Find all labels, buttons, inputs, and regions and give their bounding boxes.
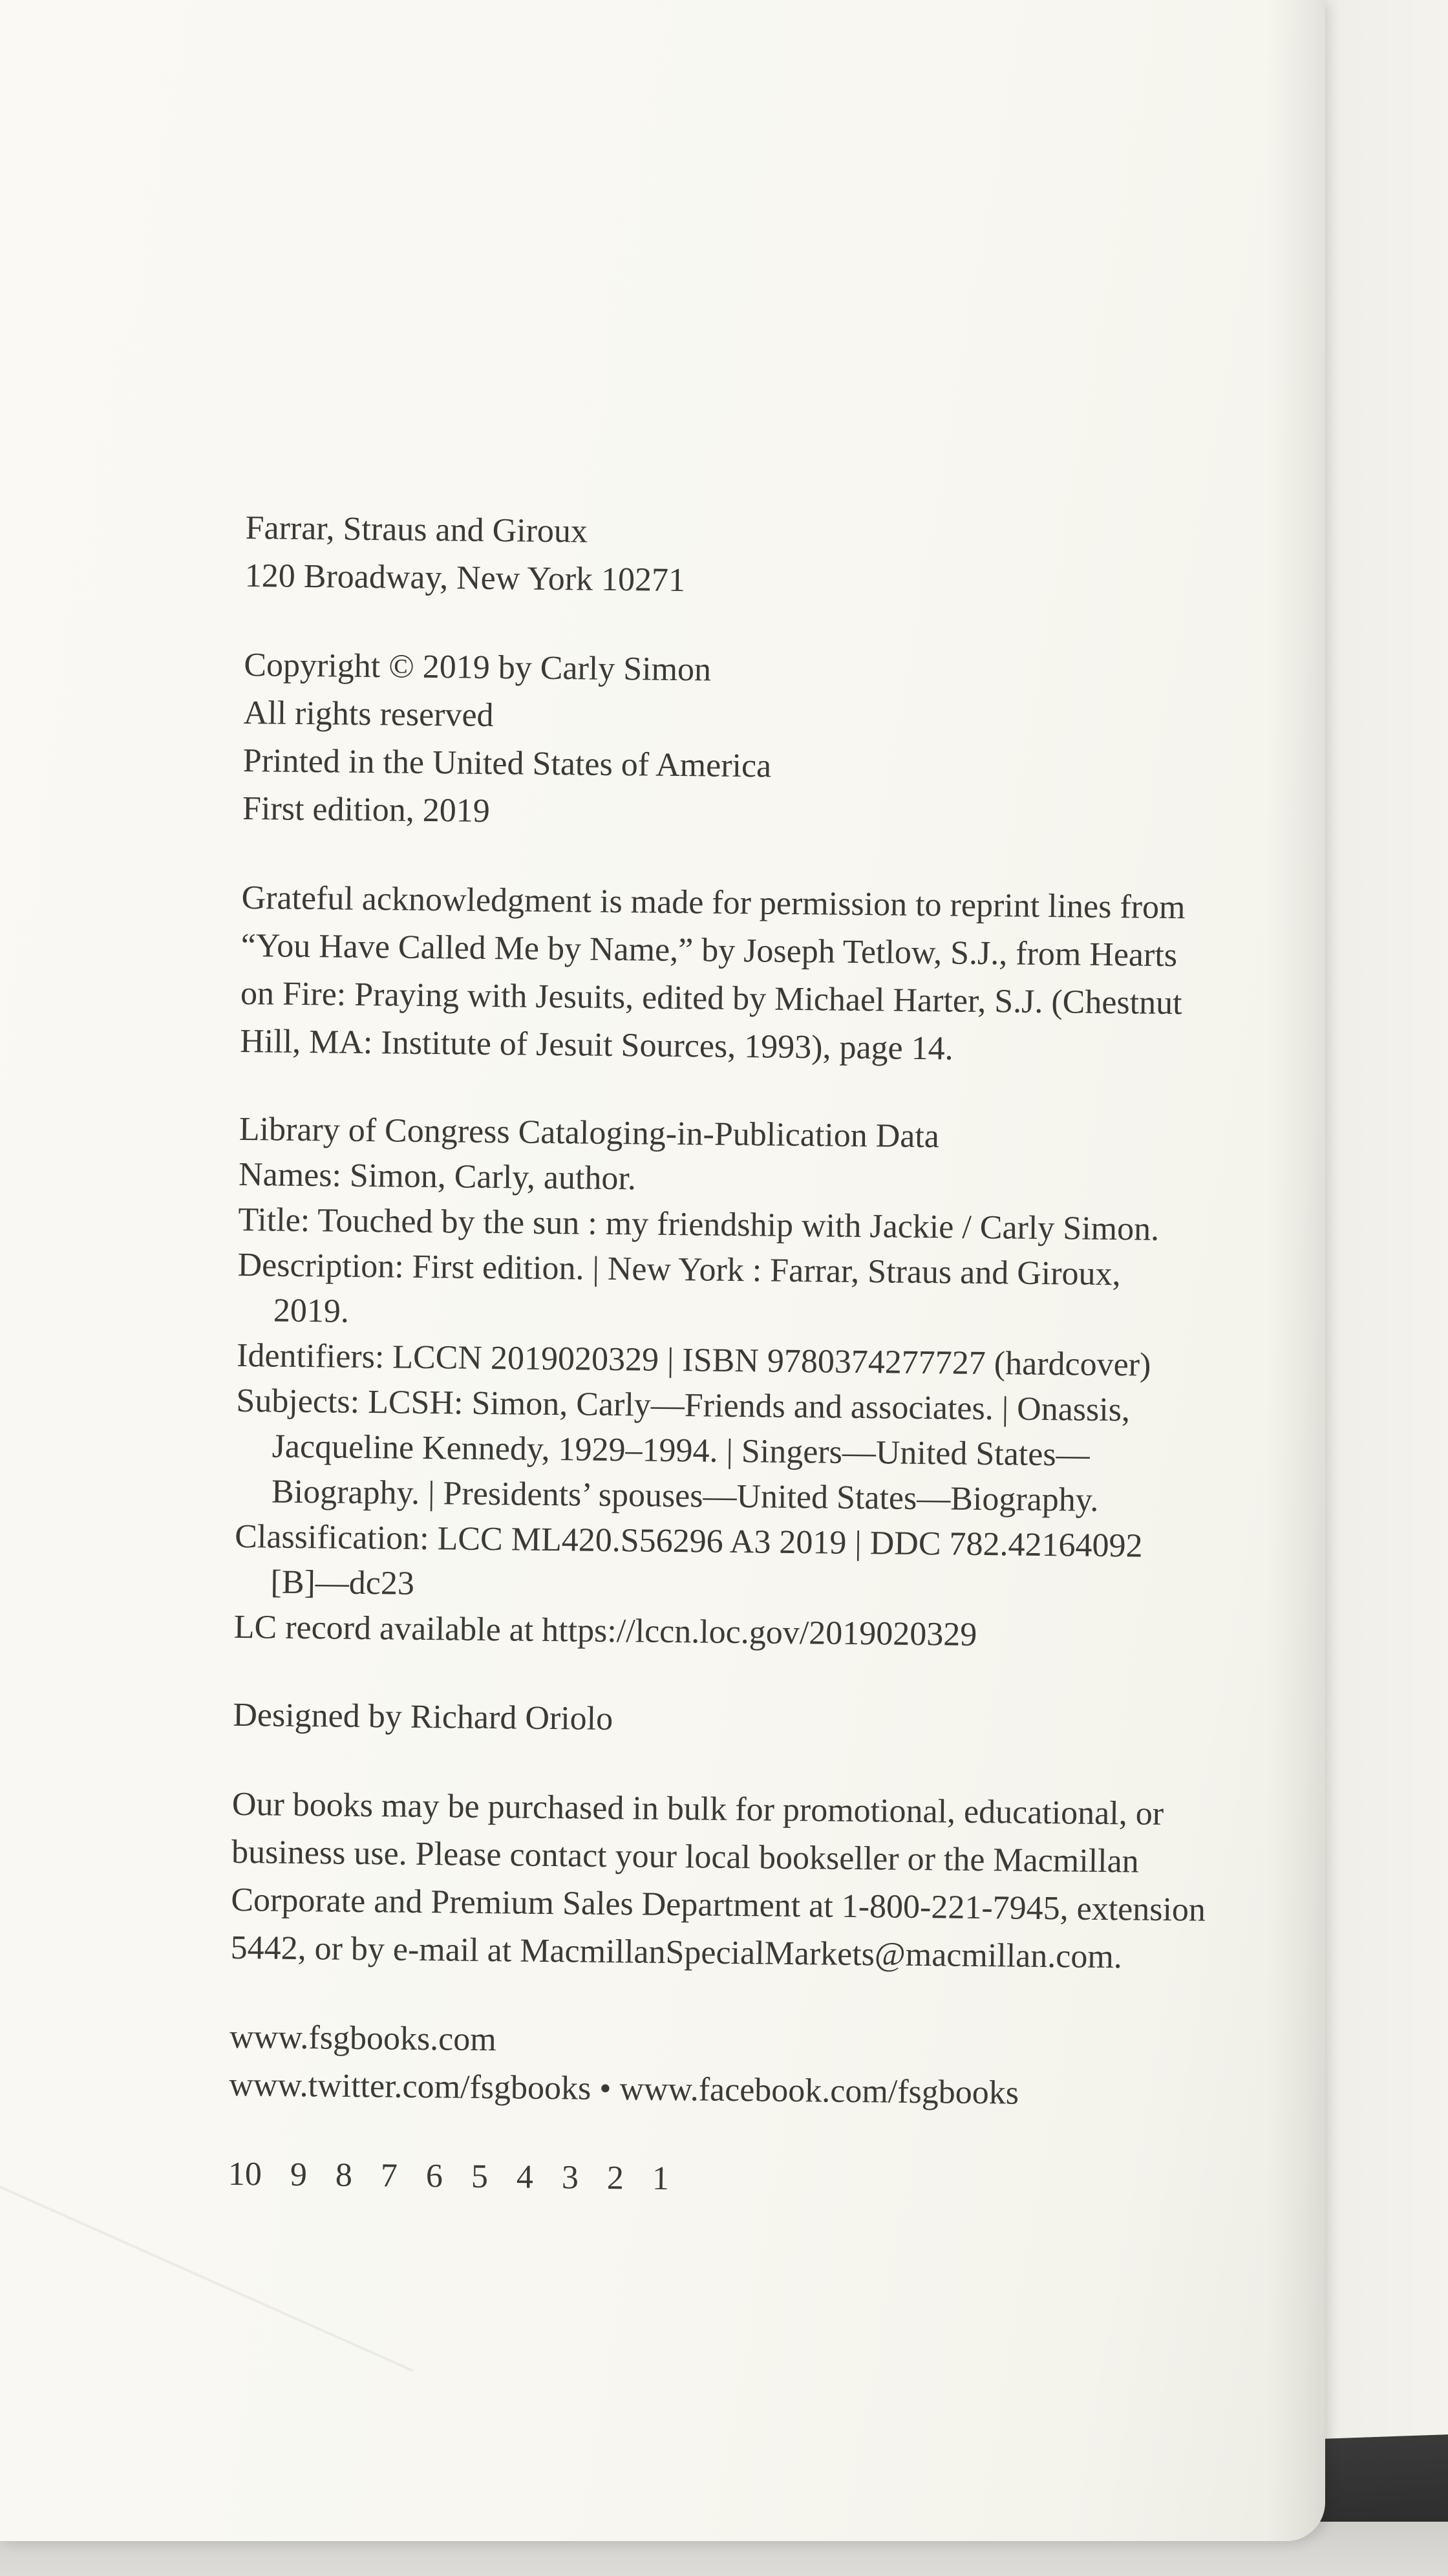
cip-classification: Classification: LCC ML420.S56296 A3 2019 | DDC 782.42164092 [234, 1518, 1143, 1565]
designer-credit: Designed by Richard Oriolo [233, 1696, 613, 1738]
cip-classification-cont: [B]—dc23 [270, 1563, 415, 1602]
acknowledgment-line: Grateful acknowledgment is made for permission to reprint lines from [241, 879, 1186, 927]
printing-number: 1 [652, 2160, 670, 2197]
acknowledgment-line: on Fire: Praying with Jesuits, edited by Michael Harter, S.J. (Chestnut [240, 974, 1182, 1022]
copyright-line: Copyright © 2019 by Carly Simon [244, 646, 712, 689]
bulk-sales-line: Corporate and Premium Sales Department at 1-800-221-7945, extension [231, 1881, 1206, 1929]
bulk-sales-line: business use. Please contact your local bookseller or the Macmillan [231, 1833, 1140, 1880]
printing-number: 9 [290, 2156, 308, 2194]
acknowledgment-block [240, 874, 1250, 1076]
publisher-block [244, 504, 1253, 610]
cip-identifiers: Identifiers: LCCN 2019020329 | ISBN 9780374277727 (hardcover) [236, 1336, 1151, 1384]
cip-heading: Library of Congress Cataloging-in-Publication Data [239, 1110, 940, 1155]
designer-block [233, 1691, 1242, 1750]
copyright-page-text [228, 504, 1254, 2250]
printing-line [228, 2151, 1237, 2209]
web-links-block [229, 2013, 1238, 2120]
website-link: www.fsgbooks.com [229, 2018, 497, 2059]
printing-number: 3 [561, 2159, 579, 2196]
acknowledgment-line: “You Have Called Me by Name,” by Joseph Tetlow, S.J., from Hearts [240, 927, 1178, 974]
printing-number: 6 [425, 2158, 443, 2195]
printing-number: 8 [335, 2156, 353, 2194]
copyright-block [242, 641, 1253, 843]
bulk-sales-block [230, 1781, 1240, 1982]
cip-lc-record: LC record available at https://lccn.loc.gov/2019020329 [233, 1608, 977, 1653]
publisher-name: Farrar, Straus and Giroux [245, 509, 588, 550]
page-edge-shadow [1267, 0, 1325, 2541]
cip-description: Description: First edition. | New York : Farrar, Straus and Giroux, [237, 1246, 1121, 1293]
printing-number: 7 [380, 2157, 398, 2195]
cip-subjects: Subjects: LCSH: Simon, Carly—Friends and associates. | Onassis, [236, 1382, 1131, 1429]
bulk-sales-line: 5442, or by e-mail at MacmillanSpecialMarkets@macmillan.com. [230, 1929, 1123, 1976]
printing-number: 2 [606, 2159, 624, 2197]
cip-subjects-cont: Jacqueline Kennedy, 1929–1994. | Singers—United States— [272, 1428, 1090, 1474]
printing-number: 10 [228, 2155, 262, 2193]
publisher-address: 120 Broadway, New York 10271 [244, 557, 686, 599]
printed-line: Printed in the United States of America [242, 742, 772, 785]
cip-data-block [233, 1107, 1248, 1660]
acknowledgment-line: Hill, MA: Institute of Jesuit Sources, 1993), page 14. [240, 1022, 953, 1068]
bulk-sales-line: Our books may be purchased in bulk for promotional, educational, or [231, 1785, 1164, 1832]
cip-subjects-cont: Biography. | Presidents’ spouses—United States—Biography. [271, 1473, 1099, 1519]
cip-description-cont: 2019. [273, 1292, 350, 1330]
edition-line: First edition, 2019 [242, 789, 491, 830]
rights-line: All rights reserved [243, 694, 494, 735]
social-links: www.twitter.com/fsgbooks • www.facebook.com/fsgbooks [229, 2066, 1019, 2112]
printing-number: 5 [471, 2158, 489, 2196]
cip-title: Title: Touched by the sun : my friendship with Jackie / Carly Simon. [238, 1201, 1160, 1248]
printing-number: 4 [516, 2158, 534, 2196]
cip-names: Names: Simon, Carly, author. [238, 1155, 637, 1197]
